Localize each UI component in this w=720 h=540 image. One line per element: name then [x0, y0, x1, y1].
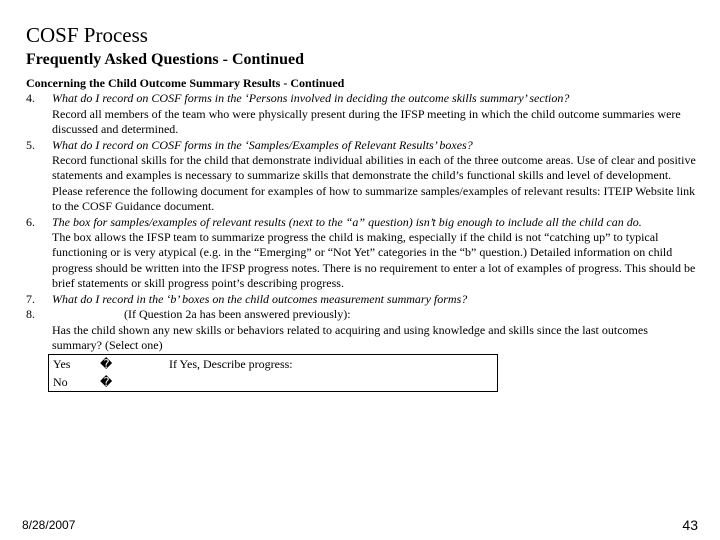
faq-item-8 — [26, 307, 696, 392]
faq-answer: Record functional skills for the child that demonstrate individual abilities in each of the three outcome areas. Use of clear and positive statements and examples is necessary to summarize skills that demonstrate the child’s functional skills and level of development. Please reference the following document for examples of how to summarize samples/examples of relevant results: ITEIP Website link to the COSF Guidance document. — [52, 153, 696, 214]
faq-question — [26, 307, 696, 322]
slide-subtitle: Frequently Asked Questions - Continued — [26, 51, 304, 68]
page-number: 43 — [682, 517, 698, 533]
option-no-row — [53, 374, 112, 391]
faq-item-6 — [26, 215, 696, 292]
item-number: 6. — [26, 214, 35, 229]
condition-text: (If Question 2a has been answered previously): — [124, 307, 351, 322]
option-yes-row — [53, 356, 112, 373]
question-text: What do I record on COSF forms in the ‘Persons involved in deciding the outcome skills summary’ section? — [52, 91, 570, 106]
item-number: 4. — [26, 91, 35, 106]
faq-question — [26, 292, 696, 307]
question-text: The box for samples/examples of relevant results (next to the “a” question) isn’t big enough to include all the child can do. — [52, 214, 642, 229]
response-box — [48, 354, 498, 392]
faq-item-7 — [26, 292, 696, 307]
faq-question — [26, 138, 696, 153]
question-text: Has the child shown any new skills or behaviors related to acquiring and using knowledge and skills since the last outcomes summary? (Select one) — [52, 322, 648, 352]
faq-content — [26, 76, 696, 392]
faq-item-5 — [26, 138, 696, 215]
faq-question — [26, 215, 696, 230]
no-checkbox[interactable]: � — [100, 375, 113, 390]
faq-item-4 — [26, 91, 696, 137]
describe-progress-label: If Yes, Describe progress: — [169, 357, 293, 372]
faq-answer: Record all members of the team who were physically present during the IFSP meeting in which the child outcome summaries were discussed and determined. — [52, 106, 681, 137]
question-text: What do I record on COSF forms in the ‘Samples/Examples of Relevant Results’ boxes? — [52, 137, 473, 152]
question-text: What do I record in the ‘b’ boxes on the child outcomes measurement summary forms? — [52, 291, 468, 306]
slide-title: COSF Process — [26, 23, 148, 47]
option-yes-label: Yes — [53, 357, 71, 372]
faq-answer: The box allows the IFSP team to summarize progress the child is making, especially if the child is not “catching up” to typical functioning or is very atypical (e.g. in the “Emerging” or “Not Yet” categories in the “b” question.) Detailed information on child progress should be written into the IFSP progress notes. There is no requirement to enter a lot of examples of progress. This should be brief statements or skill progress point’s describing progress. — [52, 230, 696, 291]
item-number: 5. — [26, 137, 35, 152]
yes-checkbox[interactable]: � — [100, 357, 113, 372]
item-number: 7. — [26, 291, 35, 306]
option-no-label: No — [53, 375, 68, 390]
item-number: 8. — [26, 307, 35, 322]
faq-question — [26, 91, 696, 106]
footer-date: 8/28/2007 — [22, 518, 76, 532]
section-heading: Concerning the Child Outcome Summary Results - Continued — [26, 76, 345, 90]
